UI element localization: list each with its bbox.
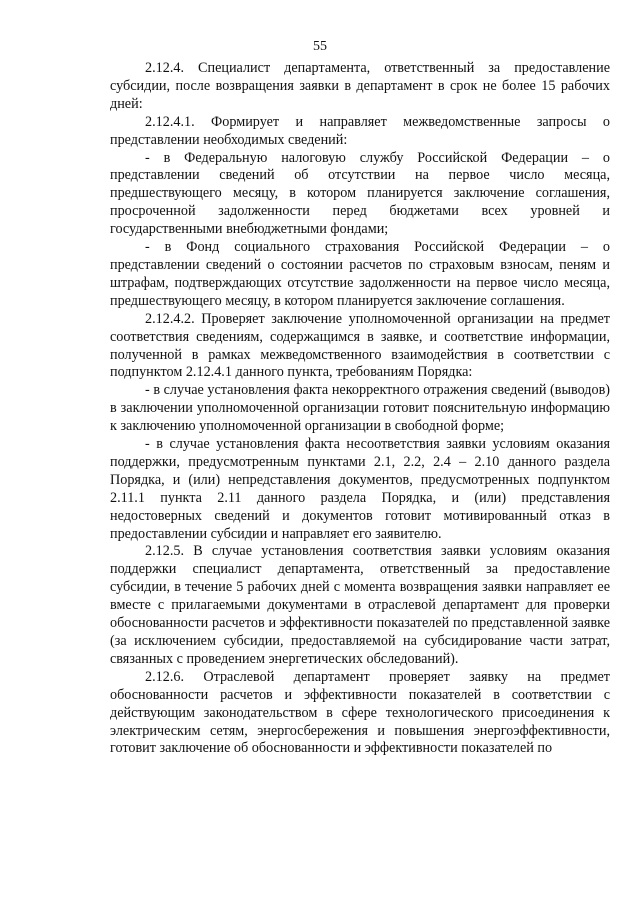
list-item-tax-service: - в Федеральную налоговую службу Российской Федерации – о представлении сведений об отсутствии на первое число месяца, предшествующего месяцу, в котором планируется заключение соглашения, просроченной задолженности перед бюджетами всех уровней и государственными внебюджетными фондами; (110, 149, 610, 238)
paragraph-2-12-4-2: 2.12.4.2. Проверяет заключение уполномоченной организации на предмет соответствия сведениям, содержащимся в заявке, и соответствие информации, полученной в рамках межведомственного взаимодействия в соответствии с подпунктом 2.12.4.1 данного пункта, требованиям Порядка: (110, 310, 610, 381)
paragraph-2-12-6: 2.12.6. Отраслевой департамент проверяет заявку на предмет обоснованности расчетов и эффективности показателей в соответствии с действующим законодательством в сфере технологического присоединения к электрическим сетям, энергосбережения и повышения энергоэффективности, готовит заключение об обоснованности и эффективности показателей по (110, 668, 610, 757)
page-number: 55 (313, 39, 327, 54)
paragraph-2-12-4-1: 2.12.4.1. Формирует и направляет межведомственные запросы о представлении необходимых сведений: (110, 113, 610, 148)
list-item-nonconformity: - в случае установления факта несоответствия заявки условиям оказания поддержки, предусмотренным пунктами 2.1, 2.2, 2.4 – 2.10 данного раздела Порядка, и (или) непредставления документов, предусмотренных подпунктом 2.11.1 пункта 2.11 данного раздела Порядка, и (или) представления недостоверных сведений и документов готовит мотивированный отказ в предоставлении субсидии и направляет его заявителю. (110, 436, 610, 542)
paragraph-2-12-4: 2.12.4. Специалист департамента, ответственный за предоставление субсидии, после возвращения заявки в департамент в срок не более 15 рабочих дней: (110, 60, 610, 112)
document-body (110, 60, 610, 758)
paragraph-2-12-5: 2.12.5. В случае установления соответствия заявки условиям оказания поддержки специалист департамента, ответственный за предоставление субсидии, в течение 5 рабочих дней с момента возвращения заявки направляет ее вместе с прилагаемыми документами в отраслевой департамент для проверки обоснованности расчетов и эффективности показателей по представленной заявке (за исключением субсидии, предоставляемой на субсидирование части затрат, связанных с проведением энергетических обследований). (110, 543, 610, 667)
list-item-incorrect-info: - в случае установления факта некорректного отражения сведений (выводов) в заключении уполномоченной организации готовит пояснительную информацию к заключению уполномоченной организации в свободной форме; (110, 382, 610, 435)
list-item-social-insurance-fund: - в Фонд социального страхования Российской Федерации – о представлении сведений о состоянии расчетов по страховым взносам, пеням и штрафам, подтверждающих отсутствие задолженности на первое число месяца, предшествующего месяцу, в котором планируется заключение соглашения. (110, 239, 610, 309)
